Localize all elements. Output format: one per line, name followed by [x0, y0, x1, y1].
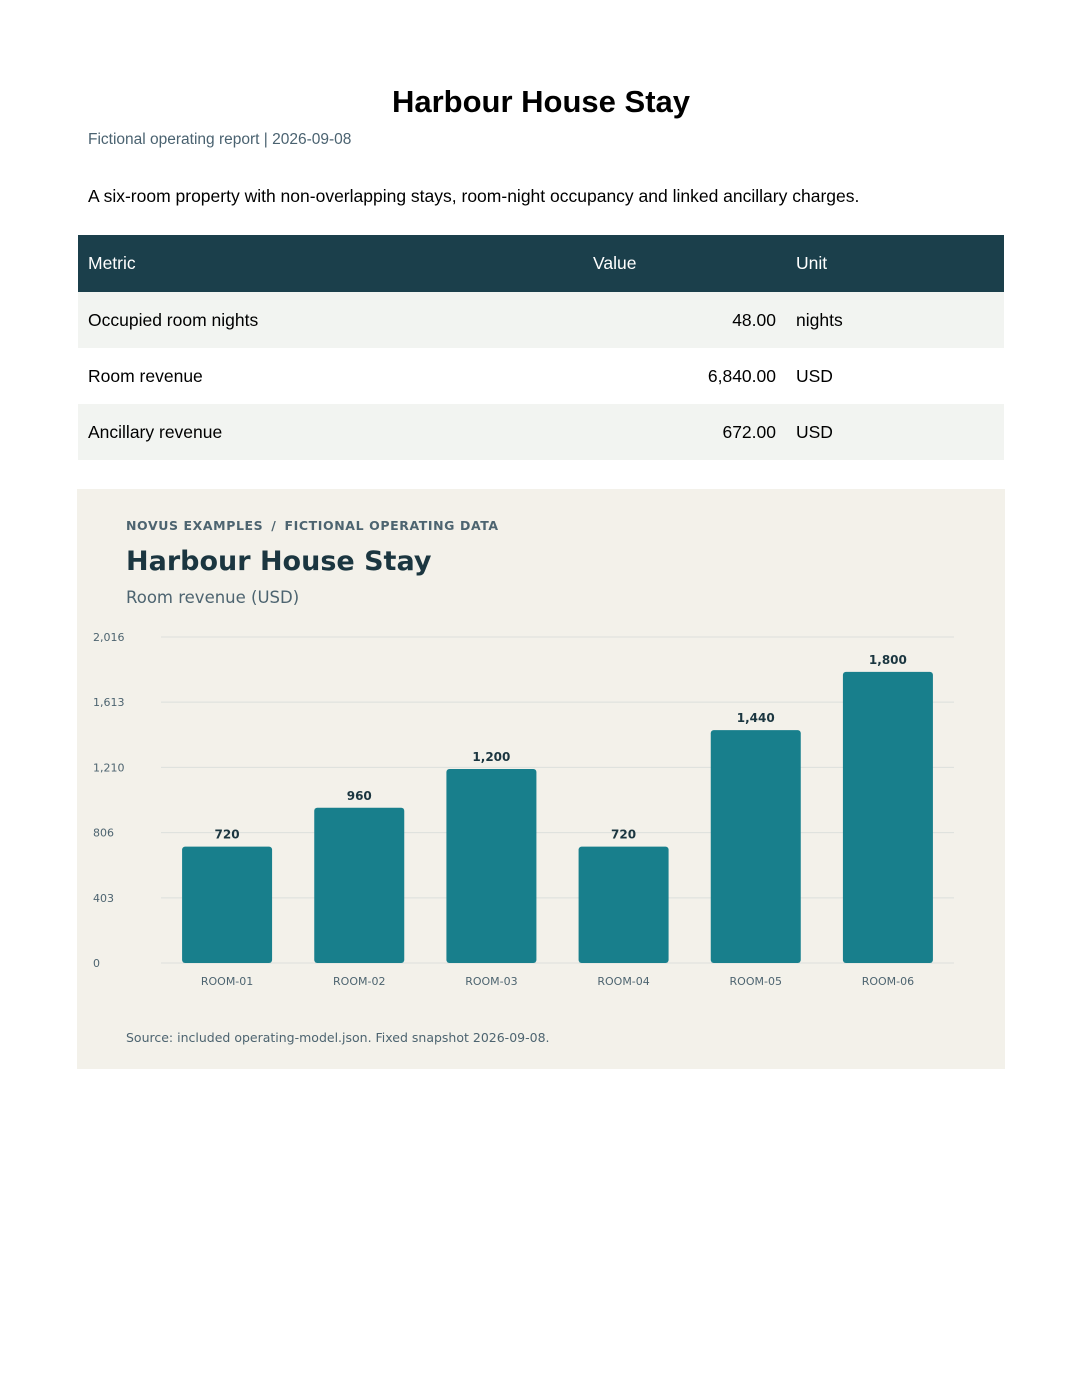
value-cell: 672.00	[583, 404, 786, 460]
bar	[314, 808, 404, 963]
x-tick-label: ROOM-05	[729, 975, 782, 988]
x-tick-label: ROOM-06	[861, 975, 915, 988]
header-value: Value	[583, 235, 786, 292]
report-title: Harbour House Stay	[391, 84, 690, 119]
header-metric: Metric	[78, 235, 583, 292]
header-unit: Unit	[786, 235, 1004, 292]
metric-cell: Occupied room nights	[78, 292, 583, 348]
x-tick-label: ROOM-03	[465, 975, 518, 988]
y-tick-label: 2,016	[93, 631, 125, 644]
chart-subtitle: Room revenue (USD)	[126, 588, 300, 607]
report-subtitle: Fictional operating report | 2026-09-08	[88, 131, 352, 148]
y-tick-label: 403	[93, 891, 114, 905]
kicker-left: NOVUS EXAMPLES	[126, 518, 264, 533]
table-row	[78, 348, 1004, 404]
table-header-row	[78, 235, 1004, 292]
chart-title: Harbour House Stay	[126, 546, 432, 577]
value-cell: 6,840.00	[583, 348, 786, 404]
bar-value-label: 1,800	[868, 652, 907, 667]
bar-value-label: 720	[214, 827, 240, 842]
unit-cell: nights	[786, 292, 1004, 348]
bar-chart	[77, 489, 1005, 1019]
bar	[182, 847, 272, 963]
bar-value-label: 720	[611, 827, 637, 842]
chart-source-note: Source: included operating-model.json. Fixed snapshot 2026-09-08.	[126, 1030, 550, 1045]
value-cell: 48.00	[583, 292, 786, 348]
y-tick-label: 1,210	[93, 761, 125, 775]
y-tick-label: 0	[93, 957, 100, 970]
x-tick-label: ROOM-02	[333, 975, 386, 988]
metric-cell: Ancillary revenue	[78, 404, 583, 460]
bar	[446, 769, 536, 963]
chart-panel	[77, 489, 1005, 1069]
bar-value-label: 960	[346, 788, 372, 803]
unit-cell: USD	[786, 404, 1004, 460]
metrics-table	[78, 235, 1004, 460]
bar-value-label: 1,440	[736, 711, 775, 726]
bar	[843, 672, 933, 963]
bar-value-label: 1,200	[472, 749, 511, 764]
bar	[711, 730, 801, 963]
y-tick-label: 1,613	[93, 696, 125, 710]
y-tick-label: 806	[93, 826, 114, 840]
x-tick-label: ROOM-04	[597, 975, 650, 988]
x-tick-label: ROOM-01	[200, 975, 254, 988]
table-row	[78, 404, 1004, 460]
kicker-right: FICTIONAL OPERATING DATA	[284, 518, 499, 533]
kicker-separator: /	[271, 518, 277, 533]
unit-cell: USD	[786, 348, 1004, 404]
metric-cell: Room revenue	[78, 348, 583, 404]
bar	[579, 847, 669, 963]
table-row	[78, 292, 1004, 348]
report-intro: A six-room property with non-overlapping stays, room-night occupancy and linked ancillary charges.	[88, 186, 860, 206]
